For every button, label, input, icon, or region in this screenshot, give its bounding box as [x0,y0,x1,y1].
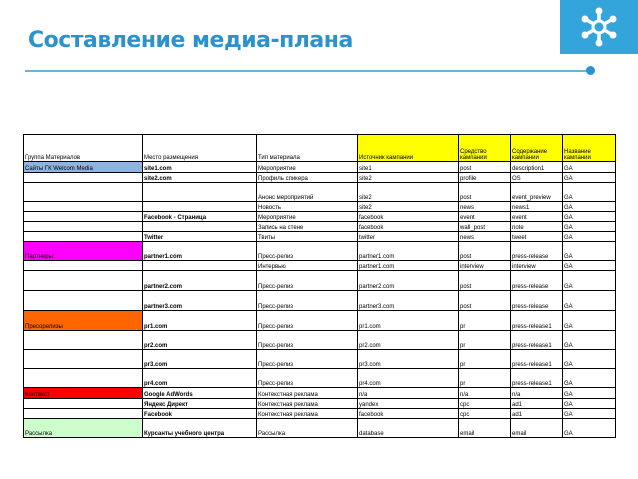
cell-col-medium: cpc [459,409,511,419]
cell-col-medium: event [459,212,511,222]
cell-col-source: pr2.com [358,331,459,350]
cell-col-content: event_preview [511,183,563,202]
table-row [24,409,616,419]
cell-col-group [24,369,143,388]
cell-col-content: press-release1 [511,350,563,369]
cell-col-campaign: GA [563,261,616,271]
cell-col-source: pr4.com [358,369,459,388]
cell-col-medium: profile [459,173,511,183]
cell-col-campaign: GA [563,173,616,183]
cell-col-content: press-release [511,291,563,311]
cell-col-placement [143,183,257,202]
cell-col-group [24,350,143,369]
page-title: Составление медиа-плана [28,28,353,53]
header-col-content: Содержание кампании [511,135,563,162]
table-row [24,173,616,183]
cell-col-source: pr1.com [358,311,459,331]
cell-col-source: database [358,419,459,438]
cell-col-type: Пресс-релиз [257,369,358,388]
cell-col-source: facebook [358,212,459,222]
cell-col-medium: pr [459,350,511,369]
cell-col-source: pr3.com [358,350,459,369]
cell-col-campaign: GA [563,162,616,173]
cell-col-medium: news [459,202,511,212]
cell-col-source: partner1.com [358,242,459,261]
cell-col-medium: post [459,291,511,311]
cell-col-type: Мероприятие [257,212,358,222]
cell-col-group [24,261,143,271]
cell-col-content: press-release1 [511,311,563,331]
cell-col-placement: pr2.com [143,331,257,350]
table-row [24,183,616,202]
cell-col-placement: site1.com [143,162,257,173]
cell-col-campaign: GA [563,242,616,261]
cell-col-campaign: GA [563,409,616,419]
cell-col-content: press-release1 [511,369,563,388]
cell-col-placement [143,202,257,212]
cell-col-type: Профиль спикера [257,173,358,183]
cell-col-group: Пресорелизы [24,311,143,331]
cell-col-type: Анонс мероприятий [257,183,358,202]
media-plan-table [23,134,616,438]
cell-col-content: press-release [511,242,563,261]
cell-col-content: email [511,419,563,438]
header-col-group: Группа Материалов [24,135,143,162]
cell-col-medium: email [459,419,511,438]
cell-col-group [24,331,143,350]
cell-col-campaign: GA [563,399,616,409]
cell-col-medium: wall_post [459,222,511,232]
cell-col-type: Контекстная реклама [257,388,358,399]
cell-col-group: Рассылка [24,419,143,438]
cell-col-campaign: GA [563,419,616,438]
cell-col-placement: pr1.com [143,311,257,331]
table-row [24,419,616,438]
cell-col-campaign: GA [563,350,616,369]
cell-col-type: Твиты [257,232,358,242]
cell-col-campaign: GA [563,222,616,232]
table-row [24,331,616,350]
cell-col-placement: Facebook [143,409,257,419]
cell-col-source: twitter [358,232,459,242]
cell-col-campaign: GA [563,331,616,350]
cell-col-group [24,183,143,202]
cell-col-campaign: GA [563,183,616,202]
title-divider [25,70,590,72]
cell-col-content: tweet [511,232,563,242]
cell-col-content: ad1 [511,409,563,419]
cell-col-content: press-release1 [511,331,563,350]
logo-block [560,0,638,54]
cell-col-medium: post [459,271,511,291]
cell-col-placement [143,222,257,232]
cell-col-type: Пресс-релиз [257,311,358,331]
table-row [24,271,616,291]
cell-col-medium: news [459,232,511,242]
header-col-medium: Средство кампании [459,135,511,162]
cell-col-content: note [511,222,563,232]
cell-col-campaign: GA [563,212,616,222]
cell-col-source: site2 [358,173,459,183]
cell-col-placement: Яндекс Директ [143,399,257,409]
cell-col-group [24,291,143,311]
cell-col-group [24,409,143,419]
cell-col-group [24,232,143,242]
cell-col-source: site2 [358,183,459,202]
cell-col-placement: partner2.com [143,271,257,291]
cell-col-type: Контекстная реклама [257,399,358,409]
cell-col-type: Пресс-релиз [257,350,358,369]
cell-col-type: Интервью [257,261,358,271]
header-col-source: Источник кампании [358,135,459,162]
cell-col-medium: n/a [459,388,511,399]
cell-col-source: yandex [358,399,459,409]
table-header-row [24,135,616,162]
table-body [24,135,616,438]
cell-col-campaign: GA [563,232,616,242]
cell-col-placement: Twitter [143,232,257,242]
table-row [24,311,616,331]
cell-col-medium: cpc [459,399,511,409]
cell-col-campaign: GA [563,202,616,212]
table-row [24,242,616,261]
cell-col-group: Партнеры [24,242,143,261]
cell-col-placement [143,261,257,271]
table-row [24,162,616,173]
cell-col-content: ad1 [511,399,563,409]
header-col-placement: Место размещения [143,135,257,162]
header-col-campaign: Название кампании [563,135,616,162]
cell-col-placement: partner3.com [143,291,257,311]
cell-col-medium: interview [459,261,511,271]
cell-col-source: site1 [358,162,459,173]
cell-col-source: facebook [358,409,459,419]
table-row [24,222,616,232]
cell-col-medium: pr [459,369,511,388]
cell-col-type: Пресс-релиз [257,242,358,261]
table-row [24,291,616,311]
cell-col-group: Сайты ГК Welcom Media [24,162,143,173]
divider-dot [586,66,595,75]
cell-col-campaign: GA [563,291,616,311]
cell-col-campaign: GA [563,369,616,388]
cell-col-type: Новость [257,202,358,212]
cell-col-type: Пресс-релиз [257,331,358,350]
cell-col-group [24,173,143,183]
cell-col-content: OS [511,173,563,183]
cell-col-placement: site2.com [143,173,257,183]
table-row [24,261,616,271]
cell-col-group [24,271,143,291]
cell-col-content: interview [511,261,563,271]
table-row [24,399,616,409]
table-row [24,212,616,222]
cell-col-medium: post [459,183,511,202]
table-row [24,202,616,212]
cell-col-placement: pr4.com [143,369,257,388]
table-row [24,232,616,242]
cell-col-type: Пресс-релиз [257,271,358,291]
cell-col-content: press-release [511,271,563,291]
cell-col-placement: pr3.com [143,350,257,369]
cell-col-content: news1 [511,202,563,212]
cell-col-type: Контекстная реклама [257,409,358,419]
table-row [24,350,616,369]
cell-col-placement: Facebook - Страница [143,212,257,222]
cell-col-source: facebook [358,222,459,232]
snowflake-icon [577,7,621,47]
table-row [24,369,616,388]
cell-col-medium: pr [459,311,511,331]
cell-col-group: Контекст [24,388,143,399]
cell-col-placement: Google AdWords [143,388,257,399]
cell-col-placement: partner1.com [143,242,257,261]
cell-col-content: event [511,212,563,222]
cell-col-group [24,222,143,232]
cell-col-placement: Курсанты учебного центра [143,419,257,438]
cell-col-content: description1 [511,162,563,173]
cell-col-content: n/a [511,388,563,399]
cell-col-medium: post [459,162,511,173]
table-row [24,388,616,399]
cell-col-source: partner3.com [358,291,459,311]
header-col-type: Тип материала [257,135,358,162]
cell-col-group [24,399,143,409]
cell-col-campaign: GA [563,388,616,399]
cell-col-type: Пресс-релиз [257,291,358,311]
cell-col-group [24,212,143,222]
cell-col-type: Рассылка [257,419,358,438]
cell-col-type: Мероприятие [257,162,358,173]
cell-col-source: site2 [358,202,459,212]
cell-col-type: Запись на стене [257,222,358,232]
cell-col-source: n/a [358,388,459,399]
cell-col-source: partner1.com [358,261,459,271]
cell-col-campaign: GA [563,271,616,291]
cell-col-medium: pr [459,331,511,350]
cell-col-group [24,202,143,212]
cell-col-campaign: GA [563,311,616,331]
cell-col-source: partner2.com [358,271,459,291]
cell-col-medium: post [459,242,511,261]
